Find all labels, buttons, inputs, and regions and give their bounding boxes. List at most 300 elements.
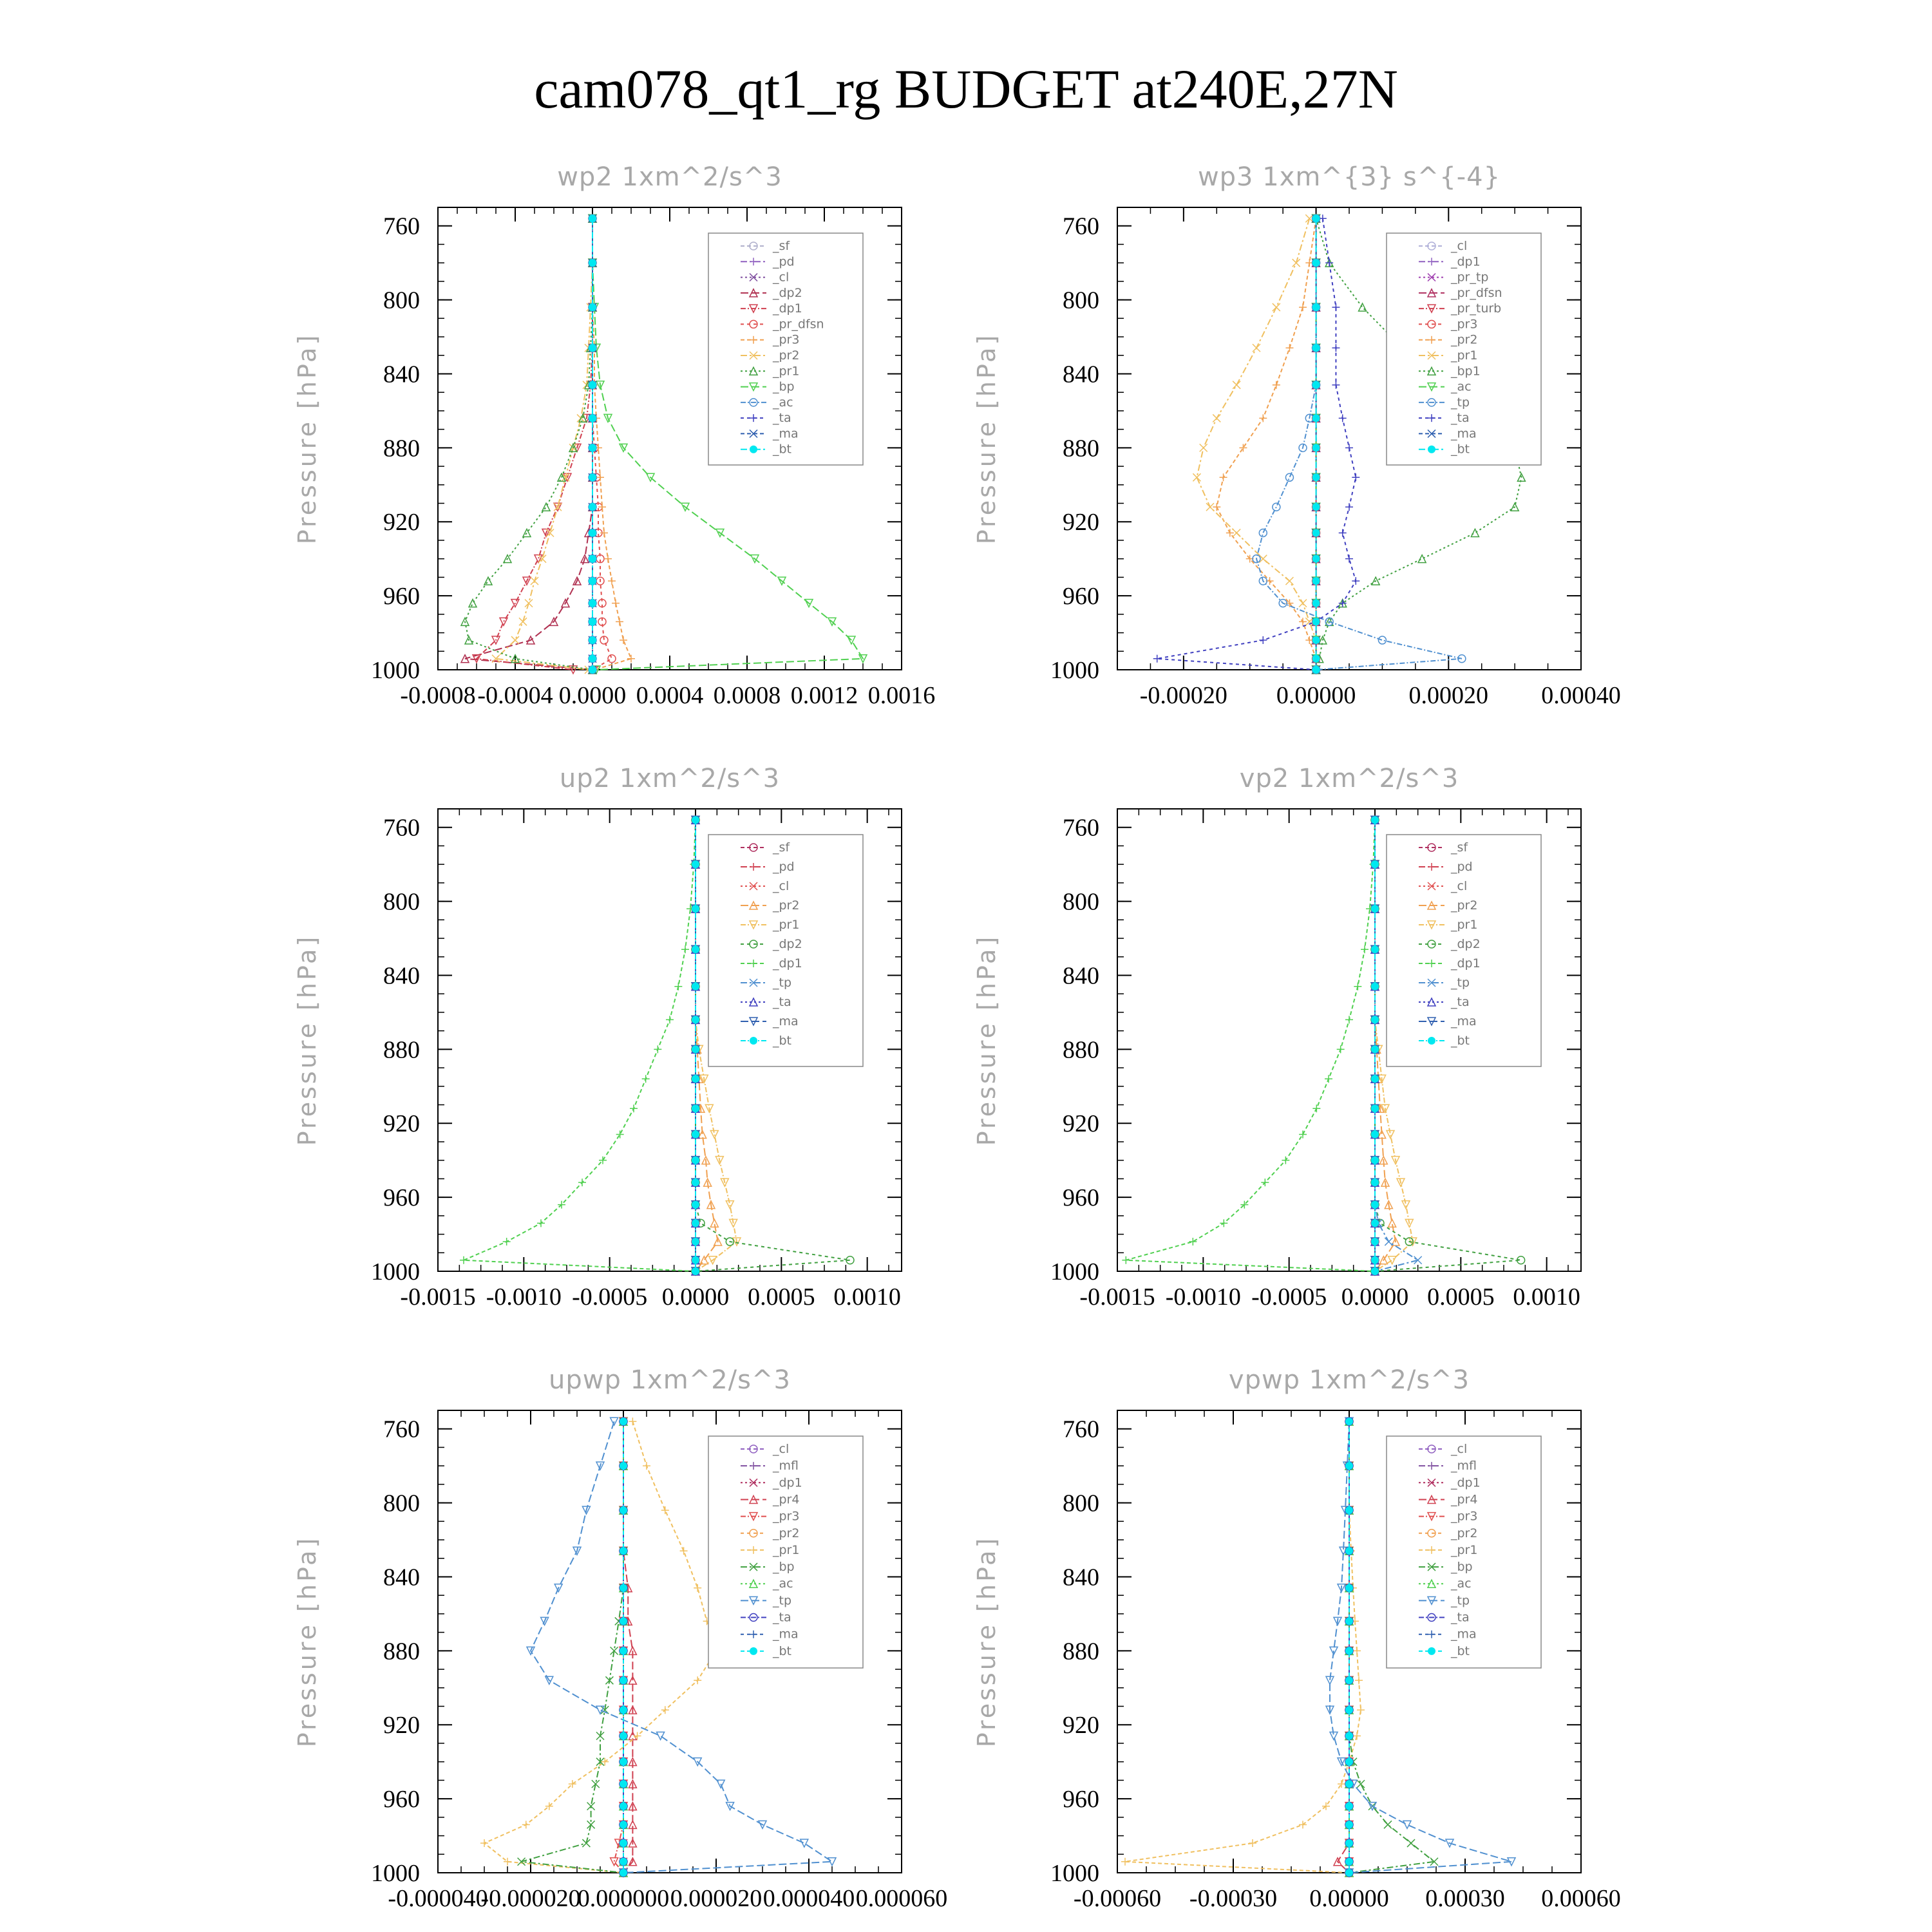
data-point [1339, 600, 1347, 607]
data-point [643, 1462, 650, 1470]
y-tick-label: 1000 [371, 657, 420, 684]
data-point [1337, 1045, 1345, 1053]
data-point [620, 1869, 627, 1877]
x-tick-label: 0.0005 [748, 1283, 815, 1311]
data-point [1239, 444, 1247, 451]
legend-marker [750, 1037, 757, 1045]
data-point [616, 618, 623, 625]
panel-title: vpwp 1xm^2/s^3 [1228, 1365, 1470, 1395]
x-tick-label: 0.00000 [1276, 682, 1356, 709]
legend-label: _cl [773, 1442, 790, 1456]
chart-panel [972, 764, 1581, 1311]
y-axis-label: Pressure [hPa] [972, 1535, 1001, 1748]
data-point [1385, 1238, 1392, 1245]
y-tick-label: 760 [1063, 1416, 1099, 1443]
y-tick-label: 760 [383, 213, 420, 240]
data-point [1371, 1157, 1379, 1164]
series-dp1 [473, 214, 596, 674]
data-point [612, 600, 620, 607]
data-point [511, 636, 519, 644]
legend-label: _ta [773, 1610, 791, 1625]
y-tick-label: 880 [1063, 1638, 1099, 1665]
legend-label: _pd [773, 254, 795, 269]
legend-label: _pr2 [1451, 898, 1478, 913]
y-tick-label: 840 [383, 361, 420, 388]
y-tick-label: 840 [383, 1564, 420, 1591]
data-point [1233, 529, 1240, 536]
data-point [1345, 444, 1353, 451]
y-tick-label: 960 [1063, 1184, 1099, 1212]
data-point [692, 1179, 699, 1186]
legend-label: _ma [773, 1627, 799, 1642]
x-tick-label: 0.0000 [661, 1283, 730, 1311]
data-point [1312, 655, 1320, 663]
data-point [589, 666, 596, 674]
legend-label: _ma [773, 426, 799, 441]
data-point [620, 1547, 627, 1555]
data-point [589, 473, 596, 481]
data-point [1371, 1179, 1379, 1186]
data-point [629, 1417, 636, 1425]
data-point [1299, 1130, 1307, 1138]
data-point [1388, 1256, 1396, 1264]
data-point [1471, 529, 1479, 536]
y-tick-label: 1000 [1050, 1258, 1099, 1285]
legend-label: _ta [1451, 995, 1470, 1009]
chart-panel [293, 764, 902, 1311]
data-point [1345, 1732, 1353, 1739]
legend-label: _sf [773, 840, 790, 855]
data-point [1357, 1706, 1365, 1714]
data-point [1345, 1803, 1353, 1810]
legend-label: _pd [773, 860, 795, 874]
legend-label: _pr_turb [1451, 301, 1502, 316]
data-point [654, 1045, 661, 1053]
y-tick-label: 880 [383, 435, 420, 462]
x-tick-label: 0.0004 [636, 682, 704, 709]
y-tick-label: 880 [383, 1036, 420, 1064]
data-point [1371, 905, 1379, 913]
data-point [1371, 1016, 1379, 1023]
data-point [1354, 983, 1361, 990]
data-point [620, 636, 627, 644]
legend-label: _sf [773, 239, 790, 253]
x-tick-label: 0.000040 [762, 1885, 855, 1912]
legend-label: _pr2 [1451, 1526, 1478, 1540]
data-point [1273, 503, 1280, 511]
data-point [596, 1706, 604, 1714]
x-tick-label: -0.00020 [1139, 682, 1227, 709]
data-point [1312, 666, 1320, 674]
y-tick-label: 880 [1063, 1036, 1099, 1064]
data-point [1273, 303, 1280, 311]
x-tick-label: 0.0010 [1513, 1283, 1580, 1311]
legend-label: _ma [1451, 1014, 1477, 1028]
legend-label: _dp1 [773, 956, 802, 971]
data-point [589, 636, 596, 644]
data-point [1345, 1462, 1353, 1470]
y-tick-label: 800 [1063, 1490, 1099, 1517]
data-point [1371, 1256, 1379, 1264]
data-point [1259, 414, 1267, 422]
data-point [692, 983, 699, 990]
data-point [1249, 1839, 1256, 1847]
data-point [1371, 983, 1379, 990]
x-tick-label: -0.00030 [1189, 1885, 1278, 1912]
legend-label: _ma [773, 1014, 799, 1028]
legend [708, 835, 863, 1066]
data-point [1312, 344, 1320, 352]
data-point [589, 444, 596, 451]
y-tick-label: 840 [383, 962, 420, 990]
data-point [1312, 618, 1320, 625]
data-point [1414, 1256, 1422, 1264]
legend-label: _cl [1451, 1442, 1468, 1456]
data-point [1371, 860, 1379, 868]
data-point [1353, 1647, 1361, 1654]
data-point [589, 618, 596, 625]
series-pr1 [480, 1417, 720, 1877]
data-point [1371, 816, 1379, 824]
data-point [1325, 1075, 1332, 1083]
data-point [800, 1839, 808, 1847]
data-point [1312, 1104, 1320, 1112]
series-line [1157, 218, 1356, 670]
y-tick-label: 760 [1063, 213, 1099, 240]
x-tick-label: 0.0016 [867, 682, 936, 709]
data-point [1312, 214, 1320, 222]
data-point [1299, 618, 1307, 625]
panel-title: up2 1xm^2/s^3 [559, 764, 781, 793]
data-point [620, 1584, 627, 1592]
data-point [1312, 303, 1320, 311]
y-tick-label: 880 [383, 1638, 420, 1665]
data-point [589, 529, 596, 536]
legend-label: _ac [1451, 1577, 1472, 1591]
legend-label: _mfl [773, 1459, 799, 1473]
data-point [589, 655, 596, 663]
legend-label: _pr3 [773, 1509, 800, 1524]
data-point [589, 414, 596, 422]
y-tick-label: 920 [1063, 509, 1099, 536]
legend-label: _dp2 [773, 937, 802, 951]
data-point [1345, 1821, 1353, 1828]
data-point [642, 1075, 650, 1083]
data-point [1312, 600, 1320, 607]
x-tick-label: -0.0010 [486, 1283, 562, 1311]
legend-label: _ma [1451, 426, 1477, 441]
legend-label: _pr2 [773, 1526, 800, 1540]
data-point [1312, 577, 1320, 585]
data-point [692, 905, 699, 913]
data-point [1371, 1104, 1379, 1112]
y-tick-label: 800 [383, 888, 420, 916]
y-tick-label: 920 [383, 509, 420, 536]
data-point [620, 1780, 627, 1788]
legend [1387, 1436, 1541, 1668]
data-point [1299, 1821, 1307, 1828]
legend-label: _pr1 [1451, 348, 1478, 363]
data-point [1200, 444, 1208, 451]
data-point [1371, 1045, 1379, 1053]
y-axis-label: Pressure [hPa] [293, 1535, 321, 1748]
data-point [627, 655, 635, 663]
data-point [692, 1201, 699, 1209]
chart-panel [972, 162, 1621, 709]
x-tick-label: 0.000000 [577, 1885, 670, 1912]
data-point [1345, 555, 1353, 563]
data-point [1312, 259, 1320, 267]
data-point [1319, 214, 1327, 222]
legend-label: _dp1 [773, 301, 802, 316]
x-tick-label: -0.0008 [400, 682, 476, 709]
series-ta [1153, 214, 1360, 674]
panel-title: wp3 1xm^{3} s^{-4} [1197, 162, 1501, 192]
legend [708, 233, 863, 465]
data-point [1345, 1758, 1353, 1766]
data-point [1361, 945, 1368, 953]
legend-label: _bt [1451, 1034, 1470, 1048]
data-point [620, 1462, 627, 1470]
y-tick-label: 840 [1063, 962, 1099, 990]
y-tick-label: 760 [383, 1416, 420, 1443]
series-pr1 [1121, 1417, 1365, 1877]
data-point [657, 1732, 665, 1739]
y-tick-label: 960 [383, 583, 420, 611]
legend-label: _dp1 [1451, 1475, 1481, 1490]
data-point [692, 816, 699, 824]
data-point [620, 1858, 627, 1866]
legend [708, 1436, 863, 1668]
legend-label: _pr1 [1451, 1542, 1478, 1557]
legend-label: _pr3 [1451, 1509, 1478, 1524]
data-point [692, 1256, 699, 1264]
data-point [1345, 1839, 1353, 1847]
data-point [1371, 1075, 1379, 1083]
data-point [604, 555, 612, 563]
data-point [484, 577, 492, 585]
data-point [1332, 303, 1340, 311]
series-line [464, 820, 696, 1271]
x-tick-label: 0.00040 [1541, 682, 1621, 709]
y-axis-label: Pressure [hPa] [972, 332, 1001, 545]
data-point [620, 1821, 627, 1828]
y-tick-label: 840 [1063, 361, 1099, 388]
data-point [519, 618, 527, 625]
y-axis-label: Pressure [hPa] [293, 332, 321, 545]
data-point [589, 344, 596, 352]
legend-label: _ta [773, 411, 791, 426]
y-tick-label: 960 [383, 1184, 420, 1212]
x-tick-label: 0.0008 [713, 682, 781, 709]
legend-label: _pr_dfsn [1451, 285, 1502, 300]
legend-label: _pr3 [1451, 317, 1478, 332]
x-tick-label: -0.0005 [572, 1283, 648, 1311]
legend-label: _tp [773, 1593, 792, 1608]
data-point [1253, 344, 1260, 352]
legend-label: _pr_tp [1451, 270, 1489, 285]
x-tick-label: 0.00000 [1309, 1885, 1389, 1912]
data-point [589, 600, 596, 607]
data-point [666, 1016, 674, 1023]
data-point [1213, 414, 1220, 422]
data-point [1293, 259, 1300, 267]
data-point [620, 1647, 627, 1654]
legend-label: _cl [1451, 239, 1468, 253]
legend-label: _pr1 [773, 918, 800, 932]
figure-title: cam078_qt1_rg BUDGET at240E,27N [534, 58, 1398, 120]
legend [1387, 835, 1541, 1066]
legend-marker [1428, 1037, 1435, 1045]
series-line [1125, 1421, 1361, 1873]
data-point [589, 503, 596, 511]
x-tick-label: -0.000020 [480, 1885, 581, 1912]
x-tick-label: 0.000020 [670, 1885, 762, 1912]
legend-label: _pr1 [773, 1542, 800, 1557]
data-point [589, 303, 596, 311]
data-point [469, 600, 477, 607]
legend-label: _dp1 [773, 1475, 802, 1490]
chart-panel [972, 1365, 1621, 1912]
data-point [620, 1506, 627, 1514]
data-point [1206, 503, 1214, 511]
data-point [692, 1016, 699, 1023]
legend-marker [1428, 446, 1435, 453]
x-tick-label: 0.0000 [558, 682, 627, 709]
data-point [589, 577, 596, 585]
data-point [1345, 1780, 1353, 1788]
y-tick-label: 920 [1063, 1712, 1099, 1739]
data-point [1285, 344, 1293, 352]
data-point [460, 1256, 468, 1264]
data-point [500, 618, 507, 625]
data-point [542, 503, 550, 511]
legend-label: _dp2 [773, 285, 802, 300]
data-point [692, 1104, 699, 1112]
data-point [1345, 1506, 1353, 1514]
data-point [692, 860, 699, 868]
legend-label: _cl [1451, 879, 1468, 893]
y-tick-label: 1000 [371, 1258, 420, 1285]
data-point [587, 1821, 595, 1828]
data-point [1371, 1130, 1379, 1138]
data-point [1312, 636, 1320, 644]
legend-label: _pr2 [1451, 332, 1478, 347]
legend-label: _dp1 [1451, 254, 1481, 269]
data-point [1220, 473, 1227, 481]
y-tick-label: 760 [1063, 814, 1099, 842]
data-point [1345, 1547, 1353, 1555]
data-point [692, 1157, 699, 1164]
data-point [535, 555, 542, 563]
data-point [1305, 636, 1313, 644]
y-tick-label: 920 [1063, 1110, 1099, 1138]
data-point [694, 1584, 701, 1592]
data-point [620, 1732, 627, 1739]
y-tick-label: 960 [383, 1786, 420, 1814]
panel-title: upwp 1xm^2/s^3 [549, 1365, 791, 1395]
data-point [1345, 503, 1353, 511]
y-tick-label: 800 [1063, 888, 1099, 916]
data-point [1345, 1647, 1353, 1654]
data-point [582, 1839, 590, 1847]
data-point [661, 1706, 669, 1714]
legend-label: _bp1 [1451, 364, 1481, 379]
y-tick-label: 800 [383, 1490, 420, 1517]
legend-label: _ta [1451, 1610, 1470, 1625]
data-point [608, 577, 616, 585]
data-point [596, 473, 604, 481]
chart-panel [293, 1365, 947, 1912]
data-point [1121, 1858, 1129, 1866]
data-point [620, 1417, 627, 1425]
y-tick-label: 880 [1063, 435, 1099, 462]
data-point [1312, 529, 1320, 536]
series-dp1 [1122, 816, 1379, 1275]
legend-label: _ac [1451, 379, 1472, 394]
data-point [1352, 577, 1359, 585]
data-point [1332, 344, 1340, 352]
data-point [692, 1130, 699, 1138]
data-point [589, 381, 596, 389]
legend-label: _pr4 [773, 1492, 800, 1507]
series-line [522, 1421, 623, 1873]
data-point [1299, 303, 1307, 311]
y-tick-label: 840 [1063, 1564, 1099, 1591]
series-line [1126, 820, 1375, 1271]
data-point [1312, 503, 1320, 511]
legend-label: _pr1 [1451, 918, 1478, 932]
legend-label: _pr1 [773, 364, 800, 379]
x-tick-label: 0.0000 [1341, 1283, 1409, 1311]
data-point [589, 214, 596, 222]
data-point [1122, 1256, 1130, 1264]
data-point [694, 1676, 701, 1684]
data-point [601, 1758, 609, 1766]
data-point [1352, 473, 1359, 481]
data-point [692, 1045, 699, 1053]
x-tick-label: 0.0012 [790, 682, 858, 709]
panel-title: wp2 1xm^2/s^3 [557, 162, 782, 192]
legend-marker [1428, 1647, 1435, 1655]
legend-label: _ta [773, 995, 791, 1009]
data-point [661, 1506, 669, 1514]
legend-label: _tp [773, 976, 792, 990]
legend-label: _dp1 [1451, 956, 1481, 971]
data-point [1332, 381, 1340, 389]
data-point [598, 503, 606, 511]
x-tick-label: 0.00020 [1408, 682, 1489, 709]
x-tick-label: 0.00030 [1425, 1885, 1505, 1912]
legend-label: _pd [1451, 860, 1473, 874]
data-point [674, 983, 682, 990]
legend-label: _bp [773, 379, 795, 394]
data-point [1371, 1219, 1379, 1227]
legend-label: _tp [1451, 1593, 1470, 1608]
data-point [1345, 1617, 1353, 1625]
data-point [620, 1617, 627, 1625]
chart-panel [293, 162, 935, 709]
data-point [692, 945, 699, 953]
y-tick-label: 760 [383, 814, 420, 842]
data-point [1312, 414, 1320, 422]
data-point [1371, 1238, 1379, 1245]
data-point [1259, 636, 1267, 644]
data-point [692, 1238, 699, 1245]
legend-label: _cl [773, 879, 790, 893]
legend-label: _bt [1451, 1643, 1470, 1658]
data-point [578, 1179, 586, 1186]
